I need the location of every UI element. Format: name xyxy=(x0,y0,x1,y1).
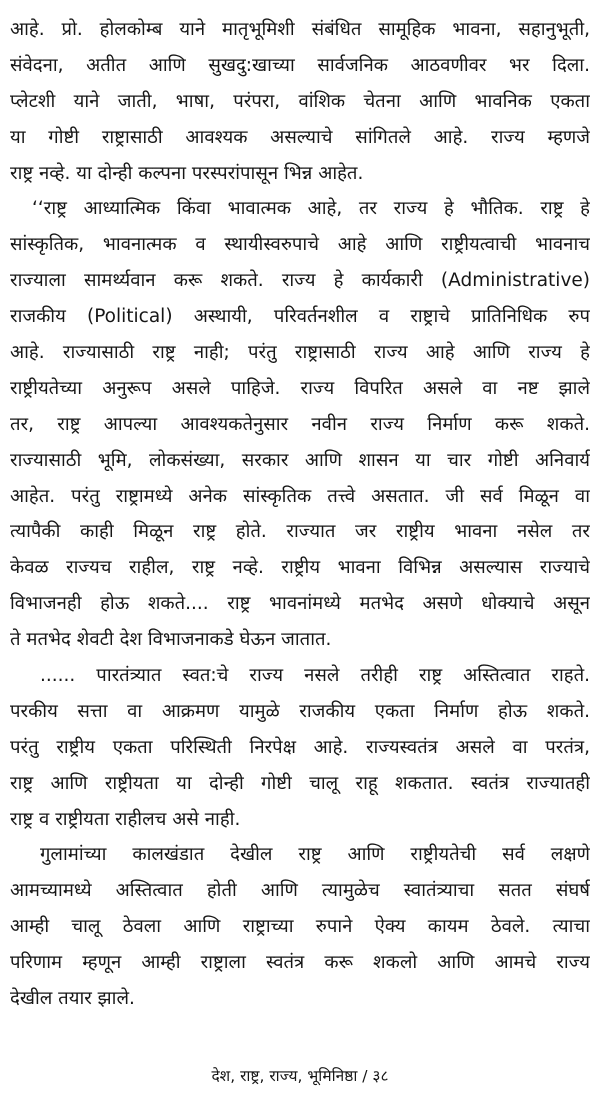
text-line: तर, राष्ट्र आपल्या आवश्यकतेनुसार नवीन राज्य निर्माण करू शकते. xyxy=(10,413,590,435)
text-line: राष्ट्र व राष्ट्रीयता राहीलच असे नाही. xyxy=(10,808,241,830)
text-line: परकीय सत्ता वा आक्रमण यामुळे राजकीय एकता निर्माण होऊ शकते. xyxy=(10,700,590,722)
text-line: आमच्यामध्ये अस्तित्वात होती आणि त्यामुळेच स्वातंत्र्याचा सतत संघर्ष xyxy=(10,880,590,902)
text-line: देखील तयार झाले. xyxy=(10,988,135,1010)
text-line: आहे. राज्यासाठी राष्ट्र नाही; परंतु राष्ट्रासाठी राज्य आहे आणि राज्य हे xyxy=(10,342,590,364)
text-line: आहेत. परंतु राष्ट्रामध्ये अनेक सांस्कृतिक तत्त्वे असतात. जी सर्व मिळून वा xyxy=(10,485,590,507)
text-line: राज्यासाठी भूमि, लोकसंख्या, सरकार आणि शासन या चार गोष्टी अनिवार्य xyxy=(10,449,590,471)
text-line: राष्ट्र आणि राष्ट्रीयता या दोन्ही गोष्टी चालू राहू शकतात. स्वतंत्र राज्यातही xyxy=(10,772,590,794)
text-line: आहे. प्रो. होलकोम्ब याने मातृभूमिशी संबंधित सामूहिक भावना, सहानुभूती, xyxy=(10,19,590,40)
text-line: राष्ट्रीयतेच्या अनुरूप असले पाहिजे. राज्य विपरित असले वा नष्ट झाले xyxy=(10,377,590,399)
text-line: त्यापैकी काही मिळून राष्ट्र होते. राज्यात जर राष्ट्रीय भावना नसेल तर xyxy=(10,521,590,543)
text-line: ‘‘राष्ट्र आध्यात्मिक किंवा भावात्मक आहे, तर राज्य हे भौतिक. राष्ट्र हे xyxy=(32,198,590,220)
text-line: आम्ही चालू ठेवला आणि राष्ट्राच्या रुपाने ऐक्य कायम ठेवले. त्याचा xyxy=(10,916,590,938)
text-line: ते मतभेद शेवटी देश विभाजनाकडे घेऊन जातात. xyxy=(10,629,332,651)
body-text xyxy=(10,12,590,1017)
page-footer: देश, राष्ट्र, राज्य, भूमिनिष्ठा / ३८ xyxy=(211,1067,389,1085)
text-line: राजकीय (Political) अस्थायी, परिवर्तनशील व राष्ट्राचे प्रातिनिधिक रुप xyxy=(10,306,590,328)
text-line: या गोष्टी राष्ट्रासाठी आवश्यक असल्याचे सांगितले आहे. राज्य म्हणजे xyxy=(10,126,590,148)
text-line: राष्ट्र नव्हे. या दोन्ही कल्पना परस्परांपासून भिन्न आहेत. xyxy=(10,162,364,184)
text-line: परंतु राष्ट्रीय एकता परिस्थिती निरपेक्ष आहे. राज्यस्वतंत्र असले वा परतंत्र, xyxy=(10,736,590,758)
text-line: संवेदना, अतीत आणि सुखदु:खाच्या सार्वजनिक आठवणीवर भर दिला. xyxy=(10,54,590,76)
text-line: केवळ राज्यच राहील, राष्ट्र नव्हे. राष्ट्रीय भावना विभिन्न असल्यास राज्याचे xyxy=(10,557,590,579)
text-line: सांस्कृतिक, भावनात्मक व स्थायीस्वरुपाचे आहे आणि राष्ट्रीयत्वाची भावनाच xyxy=(10,234,590,256)
text-line: परिणाम म्हणून आम्ही राष्ट्राला स्वतंत्र करू शकलो आणि आमचे राज्य xyxy=(10,952,590,974)
text-line: गुलामांच्या कालखंडात देखील राष्ट्र आणि राष्ट्रीयतेची सर्व लक्षणे xyxy=(40,844,590,866)
text-line: ...... पारतंत्र्यात स्वत:चे राज्य नसले तरीही राष्ट्र अस्तित्वात राहते. xyxy=(40,665,590,687)
text-line: राज्याला सामर्थ्यवान करू शकते. राज्य हे कार्यकारी (Administrative) xyxy=(10,270,590,292)
text-line: प्लेटशी याने जाती, भाषा, परंपरा, वांशिक चेतना आणि भावनिक एकता xyxy=(10,90,590,112)
text-line: विभाजनही होऊ शकते.... राष्ट्र भावनांमध्ये मतभेद असणे धोक्याचे असून xyxy=(10,593,590,615)
